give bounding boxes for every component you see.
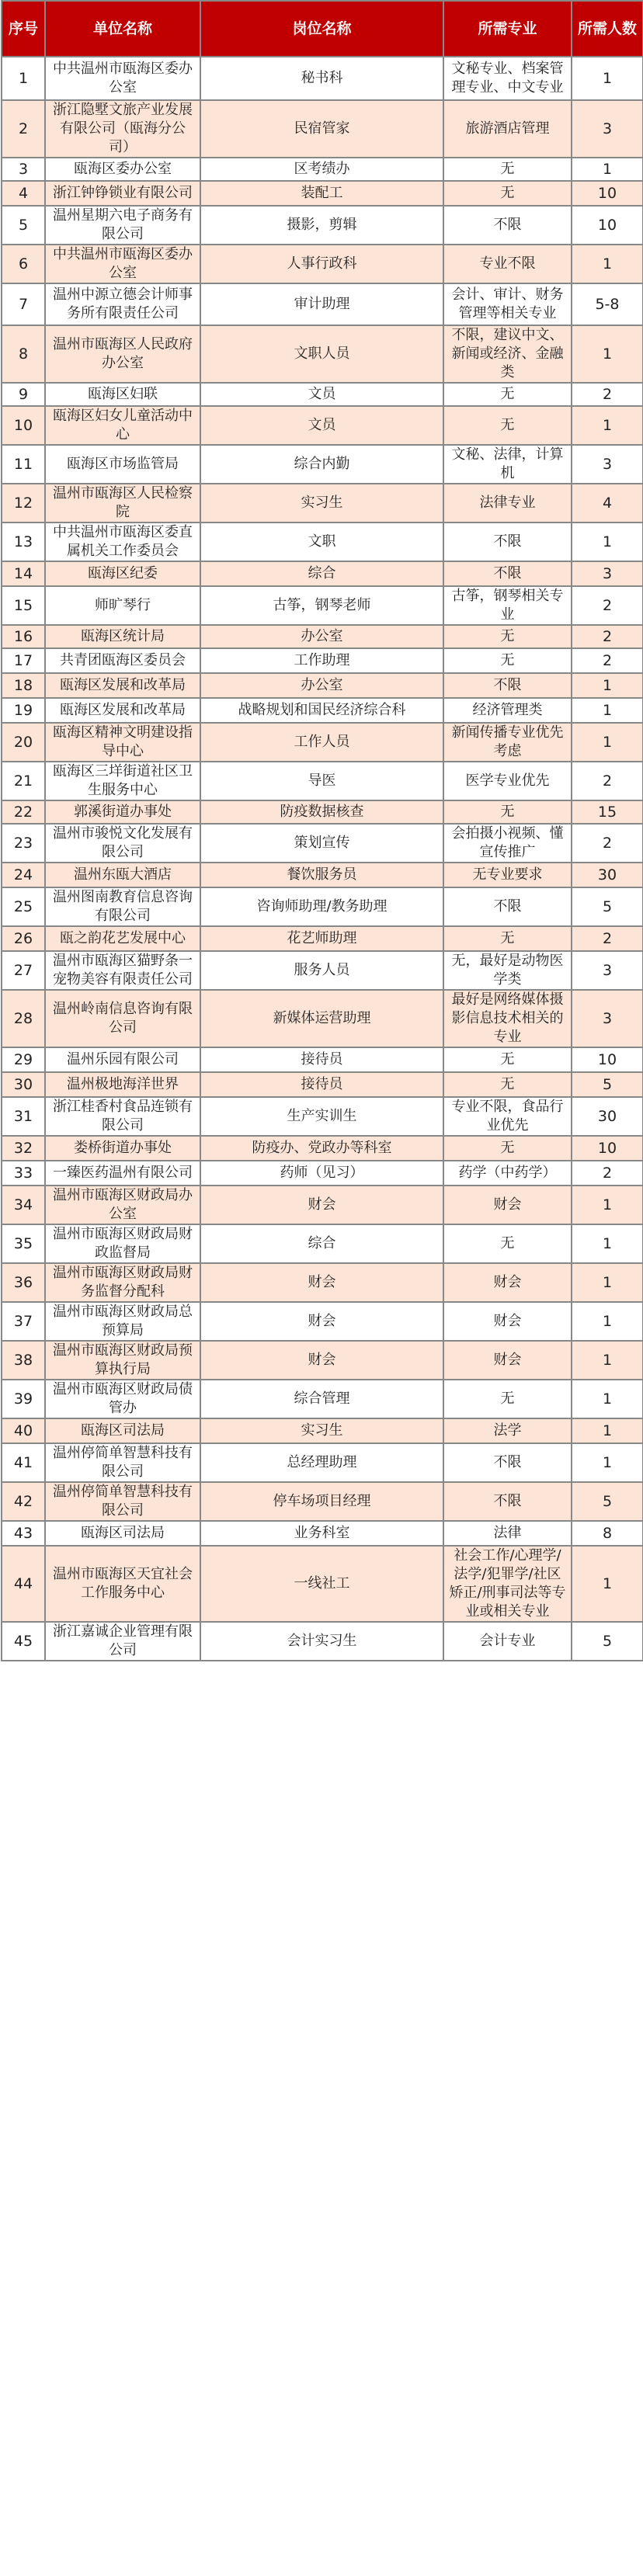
cell-required-major: 无 <box>443 926 572 951</box>
cell-headcount: 1 <box>572 1418 643 1443</box>
cell-index: 12 <box>2 484 45 522</box>
cell-post-name: 区考绩办 <box>200 158 443 181</box>
cell-index: 8 <box>2 325 45 383</box>
cell-required-major: 不限 <box>443 673 572 698</box>
cell-required-major: 无 <box>443 1047 572 1072</box>
cell-required-major: 会拍摄小视频、懂宣传推广 <box>443 824 572 863</box>
cell-index: 9 <box>2 383 45 406</box>
cell-unit-name: 温州中源立德会计师事务所有限责任公司 <box>45 283 200 325</box>
cell-index: 39 <box>2 1380 45 1418</box>
cell-required-major: 药学（中药学） <box>443 1161 572 1186</box>
cell-unit-name: 温州市瓯海区财政局总预算局 <box>45 1302 200 1341</box>
cell-required-major: 无 <box>443 181 572 206</box>
table-row <box>2 1622 643 1661</box>
cell-headcount: 3 <box>572 445 643 484</box>
cell-headcount: 2 <box>572 824 643 863</box>
cell-headcount: 1 <box>572 1224 643 1263</box>
cell-unit-name: 温州市瓯海区人民检察院 <box>45 484 200 522</box>
cell-index: 5 <box>2 206 45 245</box>
cell-index: 33 <box>2 1161 45 1186</box>
cell-index: 37 <box>2 1302 45 1341</box>
cell-required-major: 法律专业 <box>443 484 572 522</box>
cell-index: 31 <box>2 1097 45 1136</box>
cell-required-major: 财会 <box>443 1341 572 1380</box>
cell-headcount: 2 <box>572 648 643 673</box>
table-row <box>2 1482 643 1521</box>
table-row <box>2 698 643 723</box>
cell-post-name: 文职人员 <box>200 325 443 383</box>
table-row <box>2 325 643 383</box>
cell-index: 21 <box>2 762 45 800</box>
cell-unit-name: 温州岭南信息咨询有限公司 <box>45 990 200 1047</box>
cell-required-major: 经济管理类 <box>443 698 572 723</box>
cell-required-major: 不限 <box>443 522 572 561</box>
cell-unit-name: 浙江隐墅文旅产业发展有限公司（瓯海分公司） <box>45 100 200 158</box>
cell-unit-name: 浙江桂香村食品连锁有限公司 <box>45 1097 200 1136</box>
cell-index: 35 <box>2 1224 45 1263</box>
cell-post-name: 工作人员 <box>200 723 443 762</box>
table-row <box>2 824 643 863</box>
table-row <box>2 100 643 158</box>
cell-index: 15 <box>2 586 45 625</box>
cell-index: 28 <box>2 990 45 1047</box>
cell-post-name: 接待员 <box>200 1072 443 1097</box>
table-row <box>2 1341 643 1380</box>
cell-headcount: 1 <box>572 522 643 561</box>
cell-index: 10 <box>2 406 45 445</box>
table-row <box>2 723 643 762</box>
cell-required-major: 无 <box>443 158 572 181</box>
cell-headcount: 1 <box>572 1380 643 1418</box>
cell-headcount: 5 <box>572 887 643 926</box>
cell-index: 36 <box>2 1263 45 1302</box>
cell-post-name: 办公室 <box>200 625 443 648</box>
cell-unit-name: 温州市瓯海区猫野条一宠物美容有限责任公司 <box>45 951 200 990</box>
cell-headcount: 1 <box>572 698 643 723</box>
table-row <box>2 283 643 325</box>
table-row <box>2 990 643 1047</box>
header-index: 序号 <box>2 1 45 57</box>
cell-headcount: 3 <box>572 100 643 158</box>
cell-index: 19 <box>2 698 45 723</box>
cell-post-name: 秘书科 <box>200 57 443 100</box>
cell-required-major: 法学 <box>443 1418 572 1443</box>
cell-unit-name: 温州星期六电子商务有限公司 <box>45 206 200 245</box>
cell-unit-name: 瓯海区精神文明建设指导中心 <box>45 723 200 762</box>
cell-post-name: 接待员 <box>200 1047 443 1072</box>
cell-post-name: 停车场项目经理 <box>200 1482 443 1521</box>
cell-headcount: 10 <box>572 181 643 206</box>
table-row <box>2 206 643 245</box>
cell-required-major: 专业不限 <box>443 245 572 283</box>
cell-unit-name: 温州停简单智慧科技有限公司 <box>45 1443 200 1482</box>
cell-headcount: 1 <box>572 406 643 445</box>
cell-unit-name: 瓯海区市场监管局 <box>45 445 200 484</box>
cell-required-major: 无专业要求 <box>443 863 572 887</box>
cell-unit-name: 温州乐园有限公司 <box>45 1047 200 1072</box>
table-row <box>2 245 643 283</box>
cell-index: 7 <box>2 283 45 325</box>
cell-index: 16 <box>2 625 45 648</box>
cell-unit-name: 温州市瓯海区天宜社会工作服务中心 <box>45 1546 200 1622</box>
cell-unit-name: 中共温州市瓯海区委办公室 <box>45 57 200 100</box>
cell-headcount: 2 <box>572 383 643 406</box>
cell-unit-name: 共青团瓯海区委员会 <box>45 648 200 673</box>
table-row <box>2 1418 643 1443</box>
cell-unit-name: 郭溪街道办事处 <box>45 800 200 824</box>
cell-post-name: 工作助理 <box>200 648 443 673</box>
table-row <box>2 673 643 698</box>
table-row <box>2 561 643 586</box>
cell-required-major: 财会 <box>443 1263 572 1302</box>
cell-required-major: 不限 <box>443 887 572 926</box>
cell-unit-name: 娄桥街道办事处 <box>45 1136 200 1161</box>
cell-post-name: 装配工 <box>200 181 443 206</box>
cell-required-major: 会计、审计、财务管理等相关专业 <box>443 283 572 325</box>
table-row <box>2 1521 643 1546</box>
table-row <box>2 800 643 824</box>
cell-headcount: 1 <box>572 325 643 383</box>
cell-headcount: 10 <box>572 1047 643 1072</box>
cell-post-name: 咨询师助理/教务助理 <box>200 887 443 926</box>
cell-post-name: 防疫数据核查 <box>200 800 443 824</box>
cell-post-name: 会计实习生 <box>200 1622 443 1661</box>
cell-post-name: 综合 <box>200 561 443 586</box>
cell-post-name: 服务人员 <box>200 951 443 990</box>
cell-post-name: 实习生 <box>200 484 443 522</box>
table-header <box>2 1 643 57</box>
cell-post-name: 战略规划和国民经济综合科 <box>200 698 443 723</box>
cell-index: 34 <box>2 1186 45 1224</box>
cell-required-major: 无 <box>443 648 572 673</box>
cell-index: 4 <box>2 181 45 206</box>
cell-post-name: 文员 <box>200 406 443 445</box>
cell-unit-name: 瓯海区三垟街道社区卫生服务中心 <box>45 762 200 800</box>
header-unit-name: 单位名称 <box>45 1 200 57</box>
cell-required-major: 无 <box>443 1136 572 1161</box>
cell-unit-name: 浙江嘉诚企业管理有限公司 <box>45 1622 200 1661</box>
cell-headcount: 3 <box>572 561 643 586</box>
cell-unit-name: 温州市瓯海区财政局预算执行局 <box>45 1341 200 1380</box>
table-row <box>2 181 643 206</box>
table-row <box>2 383 643 406</box>
cell-unit-name: 浙江钟铮锁业有限公司 <box>45 181 200 206</box>
cell-unit-name: 瓯海区统计局 <box>45 625 200 648</box>
cell-unit-name: 温州市瓯海区财政局办公室 <box>45 1186 200 1224</box>
cell-index: 25 <box>2 887 45 926</box>
cell-index: 43 <box>2 1521 45 1546</box>
cell-index: 44 <box>2 1546 45 1622</box>
cell-unit-name: 瓯海区委办公室 <box>45 158 200 181</box>
cell-headcount: 1 <box>572 723 643 762</box>
cell-headcount: 5 <box>572 1622 643 1661</box>
table-row <box>2 926 643 951</box>
cell-unit-name: 瓯之韵花艺发展中心 <box>45 926 200 951</box>
cell-post-name: 实习生 <box>200 1418 443 1443</box>
cell-post-name: 审计助理 <box>200 283 443 325</box>
table-row <box>2 762 643 800</box>
cell-headcount: 8 <box>572 1521 643 1546</box>
cell-unit-name: 一臻医药温州有限公司 <box>45 1161 200 1186</box>
cell-unit-name: 温州市骏悦文化发展有限公司 <box>45 824 200 863</box>
table-row <box>2 406 643 445</box>
cell-post-name: 综合管理 <box>200 1380 443 1418</box>
cell-unit-name: 温州市瓯海区财政局财政监督局 <box>45 1224 200 1263</box>
cell-unit-name: 瓯海区妇女儿童活动中心 <box>45 406 200 445</box>
cell-required-major: 社会工作/心理学/法学/犯罪学/社区矫正/刑事司法等专业或相关专业 <box>443 1546 572 1622</box>
table-row <box>2 951 643 990</box>
cell-index: 13 <box>2 522 45 561</box>
table-row <box>2 158 643 181</box>
cell-headcount: 2 <box>572 625 643 648</box>
cell-required-major: 不限 <box>443 1482 572 1521</box>
cell-required-major: 无 <box>443 800 572 824</box>
cell-headcount: 3 <box>572 951 643 990</box>
cell-unit-name: 瓯海区司法局 <box>45 1521 200 1546</box>
table-row <box>2 586 643 625</box>
table-body <box>2 57 643 1661</box>
cell-unit-name: 师旷琴行 <box>45 586 200 625</box>
cell-index: 23 <box>2 824 45 863</box>
cell-required-major: 无 <box>443 406 572 445</box>
cell-post-name: 文职 <box>200 522 443 561</box>
table-row <box>2 57 643 100</box>
cell-headcount: 5 <box>572 1482 643 1521</box>
cell-post-name: 综合 <box>200 1224 443 1263</box>
table-row <box>2 1443 643 1482</box>
cell-headcount: 1 <box>572 1443 643 1482</box>
cell-post-name: 财会 <box>200 1186 443 1224</box>
cell-headcount: 1 <box>572 158 643 181</box>
cell-headcount: 2 <box>572 762 643 800</box>
cell-headcount: 1 <box>572 1546 643 1622</box>
table-row <box>2 1380 643 1418</box>
cell-post-name: 策划宣传 <box>200 824 443 863</box>
cell-post-name: 财会 <box>200 1263 443 1302</box>
cell-headcount: 2 <box>572 586 643 625</box>
header-required-major: 所需专业 <box>443 1 572 57</box>
cell-required-major: 财会 <box>443 1186 572 1224</box>
cell-headcount: 30 <box>572 863 643 887</box>
cell-headcount: 1 <box>572 245 643 283</box>
cell-required-major: 最好是网络媒体摄影信息技术相关的专业 <box>443 990 572 1047</box>
cell-headcount: 1 <box>572 1263 643 1302</box>
cell-required-major: 不限，建议中文、新闻或经济、金融类 <box>443 325 572 383</box>
cell-index: 40 <box>2 1418 45 1443</box>
cell-headcount: 2 <box>572 926 643 951</box>
cell-index: 27 <box>2 951 45 990</box>
table-row <box>2 887 643 926</box>
cell-unit-name: 温州图南教育信息咨询有限公司 <box>45 887 200 926</box>
cell-index: 42 <box>2 1482 45 1521</box>
cell-index: 17 <box>2 648 45 673</box>
cell-post-name: 业务科室 <box>200 1521 443 1546</box>
cell-headcount: 1 <box>572 1186 643 1224</box>
cell-required-major: 会计专业 <box>443 1622 572 1661</box>
cell-headcount: 10 <box>572 206 643 245</box>
cell-index: 6 <box>2 245 45 283</box>
cell-headcount: 1 <box>572 1302 643 1341</box>
cell-headcount: 4 <box>572 484 643 522</box>
cell-required-major: 无 <box>443 1380 572 1418</box>
cell-unit-name: 中共温州市瓯海区委直属机关工作委员会 <box>45 522 200 561</box>
cell-post-name: 一线社工 <box>200 1546 443 1622</box>
cell-required-major: 无 <box>443 1224 572 1263</box>
cell-required-major: 旅游酒店管理 <box>443 100 572 158</box>
table-row <box>2 648 643 673</box>
cell-headcount: 3 <box>572 990 643 1047</box>
cell-post-name: 摄影，剪辑 <box>200 206 443 245</box>
cell-post-name: 文员 <box>200 383 443 406</box>
cell-unit-name: 温州东瓯大酒店 <box>45 863 200 887</box>
cell-index: 32 <box>2 1136 45 1161</box>
cell-post-name: 古筝，钢琴老师 <box>200 586 443 625</box>
header-headcount: 所需人数 <box>572 1 643 57</box>
cell-unit-name: 瓯海区发展和改革局 <box>45 698 200 723</box>
cell-required-major: 医学专业优先 <box>443 762 572 800</box>
cell-headcount: 1 <box>572 1341 643 1380</box>
cell-headcount: 15 <box>572 800 643 824</box>
cell-unit-name: 瓯海区发展和改革局 <box>45 673 200 698</box>
table-row <box>2 1302 643 1341</box>
cell-required-major: 不限 <box>443 206 572 245</box>
cell-required-major: 文秘专业、档案管理专业、中文专业 <box>443 57 572 100</box>
cell-unit-name: 温州市瓯海区财政局债管办 <box>45 1380 200 1418</box>
cell-post-name: 导医 <box>200 762 443 800</box>
cell-headcount: 2 <box>572 1161 643 1186</box>
cell-post-name: 新媒体运营助理 <box>200 990 443 1047</box>
cell-post-name: 药师（见习） <box>200 1161 443 1186</box>
cell-post-name: 花艺师助理 <box>200 926 443 951</box>
table-row <box>2 522 643 561</box>
cell-post-name: 餐饮服务员 <box>200 863 443 887</box>
cell-index: 20 <box>2 723 45 762</box>
header-post-name: 岗位名称 <box>200 1 443 57</box>
cell-post-name: 防疫办、党政办等科室 <box>200 1136 443 1161</box>
cell-index: 14 <box>2 561 45 586</box>
cell-required-major: 无 <box>443 1072 572 1097</box>
cell-unit-name: 温州停简单智慧科技有限公司 <box>45 1482 200 1521</box>
cell-unit-name: 温州市瓯海区财政局财务监督分配科 <box>45 1263 200 1302</box>
table-row <box>2 1097 643 1136</box>
cell-post-name: 财会 <box>200 1341 443 1380</box>
cell-required-major: 财会 <box>443 1302 572 1341</box>
cell-required-major: 无 <box>443 383 572 406</box>
cell-unit-name: 温州市瓯海区人民政府办公室 <box>45 325 200 383</box>
cell-index: 45 <box>2 1622 45 1661</box>
cell-post-name: 民宿管家 <box>200 100 443 158</box>
cell-index: 1 <box>2 57 45 100</box>
cell-index: 18 <box>2 673 45 698</box>
cell-unit-name: 瓯海区纪委 <box>45 561 200 586</box>
cell-index: 26 <box>2 926 45 951</box>
cell-index: 22 <box>2 800 45 824</box>
table-row <box>2 1224 643 1263</box>
cell-headcount: 1 <box>572 673 643 698</box>
cell-index: 38 <box>2 1341 45 1380</box>
cell-index: 30 <box>2 1072 45 1097</box>
cell-index: 2 <box>2 100 45 158</box>
cell-index: 3 <box>2 158 45 181</box>
cell-post-name: 综合内勤 <box>200 445 443 484</box>
table-row <box>2 625 643 648</box>
cell-unit-name: 瓯海区司法局 <box>45 1418 200 1443</box>
recruitment-table <box>1 0 643 1661</box>
cell-required-major: 法律 <box>443 1521 572 1546</box>
cell-unit-name: 中共温州市瓯海区委办公室 <box>45 245 200 283</box>
cell-headcount: 5-8 <box>572 283 643 325</box>
cell-required-major: 无，最好是动物医学类 <box>443 951 572 990</box>
cell-required-major: 新闻传播专业优先考虑 <box>443 723 572 762</box>
cell-index: 24 <box>2 863 45 887</box>
cell-unit-name: 瓯海区妇联 <box>45 383 200 406</box>
table-row <box>2 1263 643 1302</box>
table-row <box>2 1136 643 1161</box>
cell-headcount: 10 <box>572 1136 643 1161</box>
cell-required-major: 无 <box>443 625 572 648</box>
cell-post-name: 生产实训生 <box>200 1097 443 1136</box>
cell-headcount: 5 <box>572 1072 643 1097</box>
table-row <box>2 445 643 484</box>
cell-post-name: 办公室 <box>200 673 443 698</box>
header-row <box>2 1 643 57</box>
cell-headcount: 1 <box>572 57 643 100</box>
cell-post-name: 总经理助理 <box>200 1443 443 1482</box>
cell-required-major: 古筝，钢琴相关专业 <box>443 586 572 625</box>
cell-index: 11 <box>2 445 45 484</box>
cell-post-name: 财会 <box>200 1302 443 1341</box>
table-row <box>2 1047 643 1072</box>
cell-index: 41 <box>2 1443 45 1482</box>
cell-required-major: 文秘、法律，计算机 <box>443 445 572 484</box>
table-row <box>2 1186 643 1224</box>
cell-required-major: 专业不限，食品行业优先 <box>443 1097 572 1136</box>
cell-post-name: 人事行政科 <box>200 245 443 283</box>
table-row <box>2 863 643 887</box>
table-row <box>2 1546 643 1622</box>
table-row <box>2 484 643 522</box>
table-row <box>2 1161 643 1186</box>
cell-unit-name: 温州极地海洋世界 <box>45 1072 200 1097</box>
cell-index: 29 <box>2 1047 45 1072</box>
cell-required-major: 不限 <box>443 561 572 586</box>
table-row <box>2 1072 643 1097</box>
cell-headcount: 30 <box>572 1097 643 1136</box>
cell-required-major: 不限 <box>443 1443 572 1482</box>
